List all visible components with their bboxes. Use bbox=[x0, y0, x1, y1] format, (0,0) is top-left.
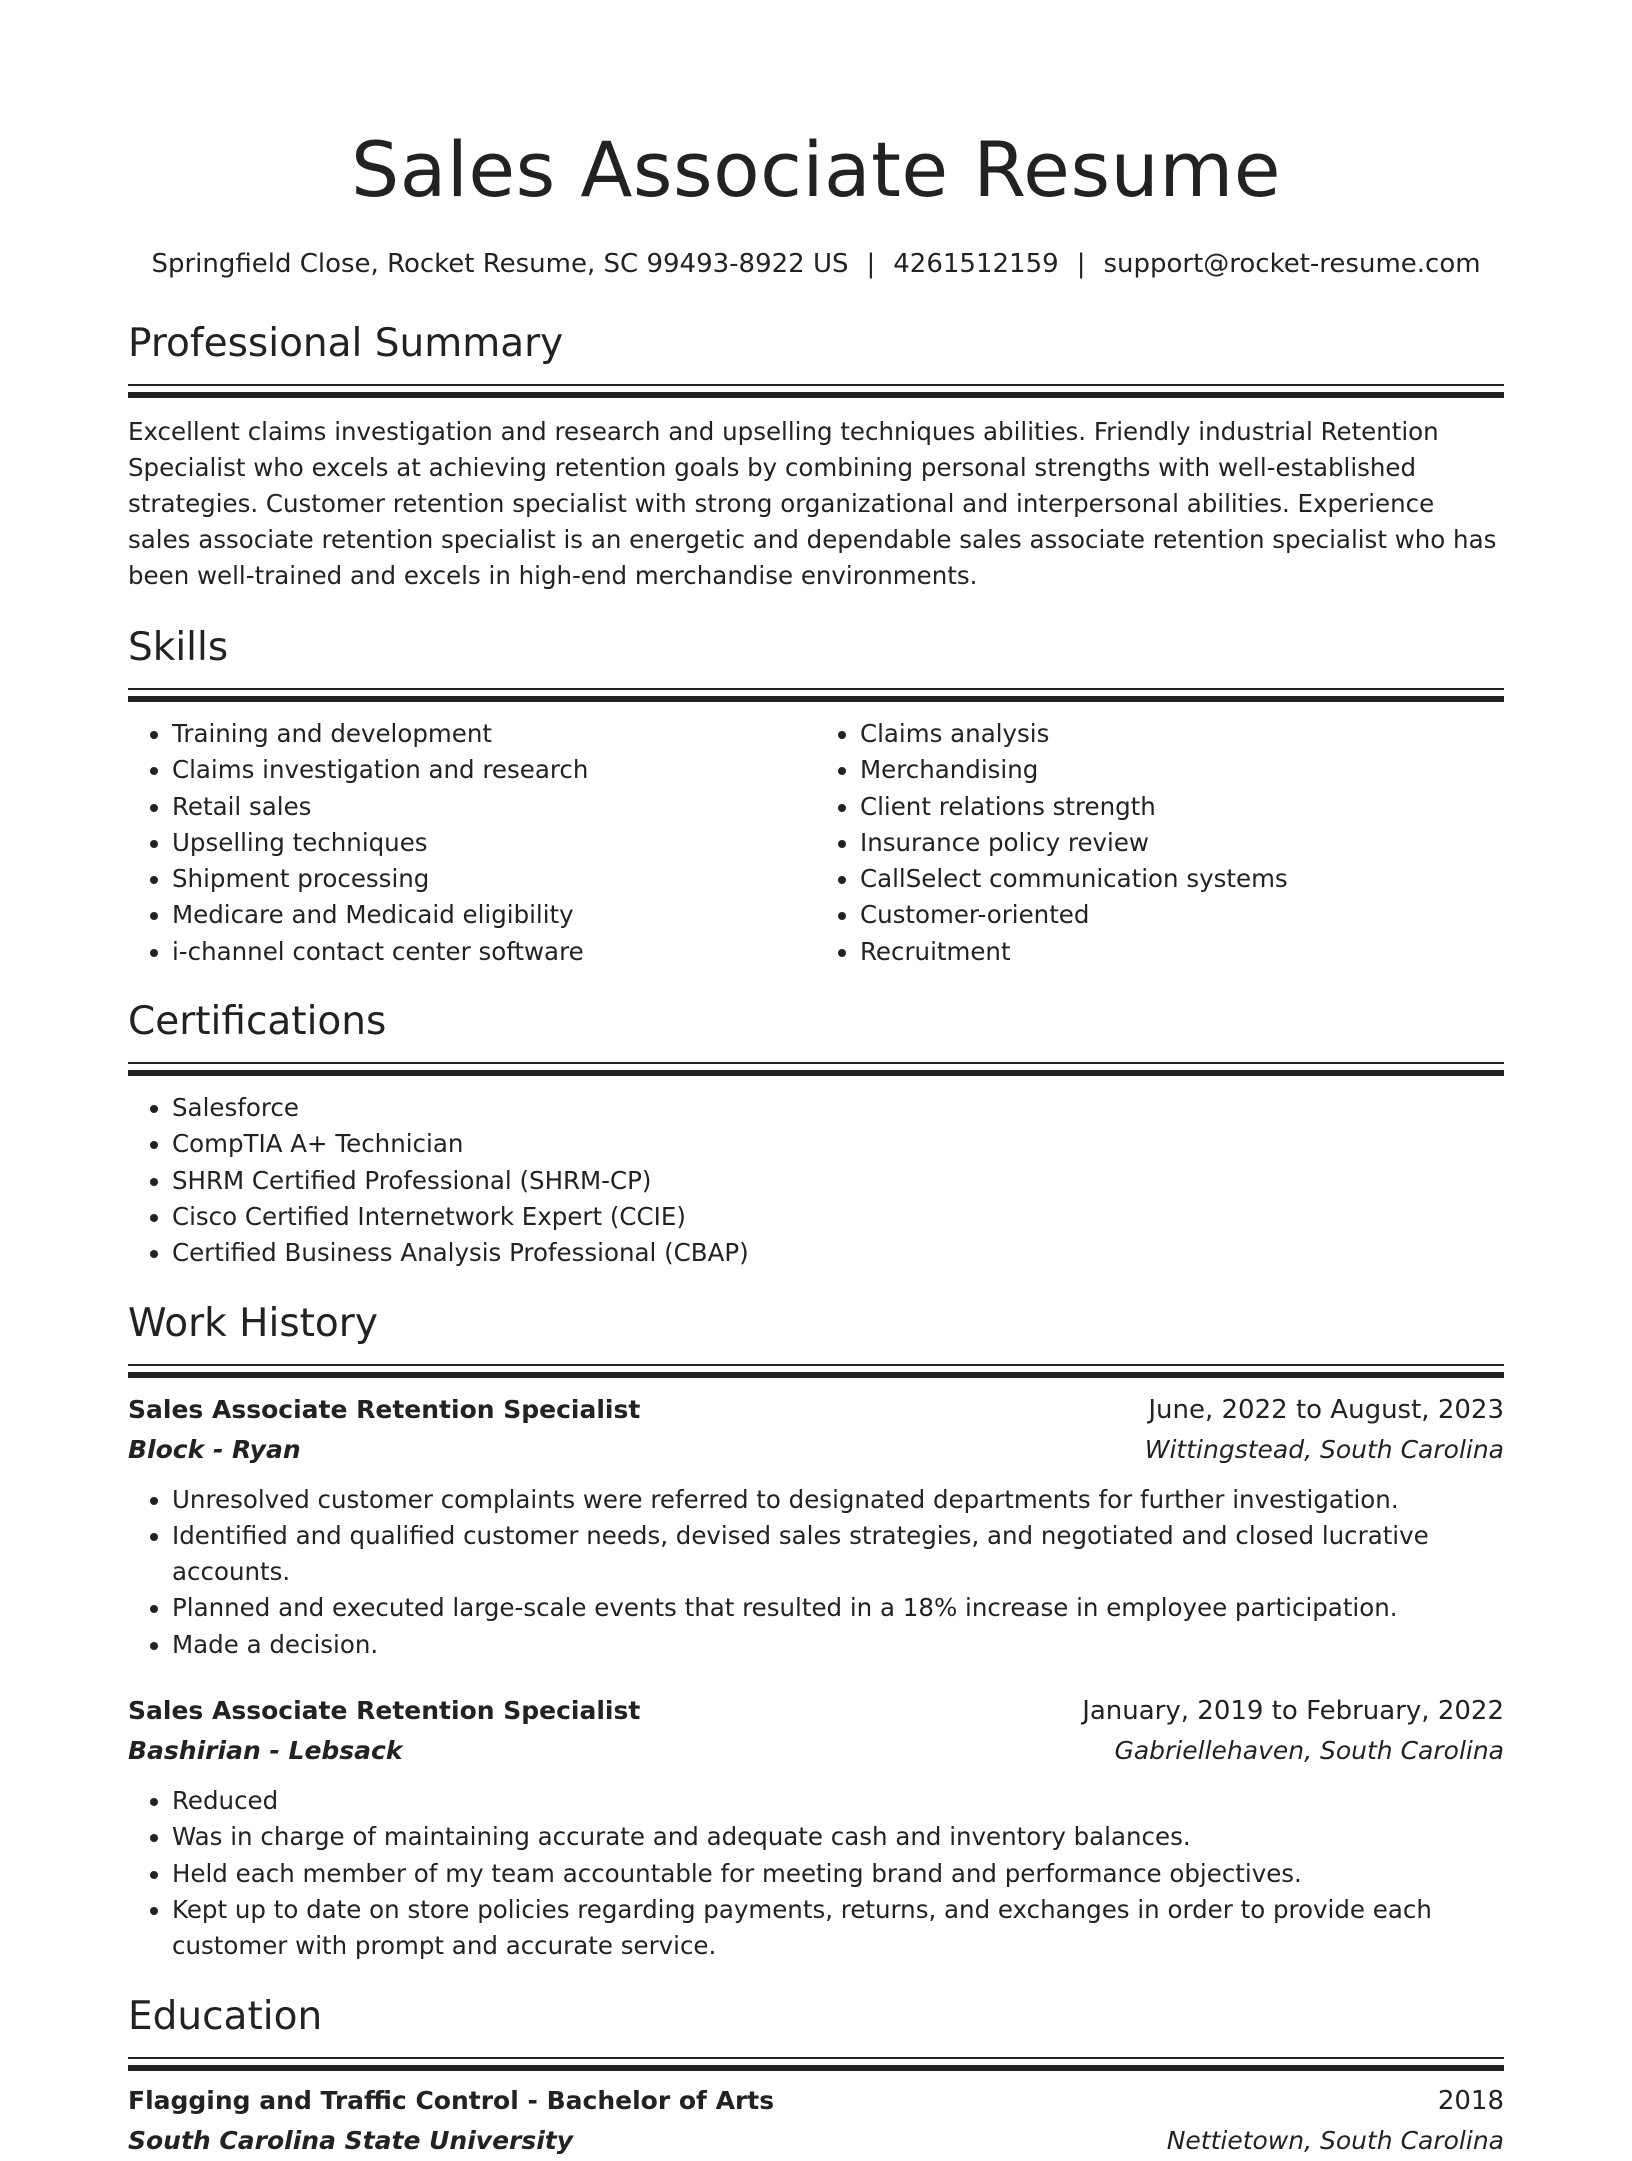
certification-item: • Salesforce bbox=[172, 1090, 1504, 1126]
job-dates: January, 2019 to February, 2022 bbox=[1082, 1696, 1504, 1727]
education-entry bbox=[128, 2081, 1504, 2161]
resume-title: Sales Associate Resume bbox=[350, 125, 1281, 214]
summary-text: Excellent claims investigation and research and upselling techniques abilities. Friendly industrial Retention Specialist who excels at achieving retention goals by combining personal strengths with well-established strategies. Customer retention specialist with strong organizational and interpersonal abilities. Experience sales associate retention specialist is an energetic and dependable sales associate retention specialist who has been well-trained and excels in high-end merchandise environments. bbox=[128, 417, 1497, 590]
skill-item: • Merchandising bbox=[860, 752, 1504, 788]
job-duty: • Held each member of my team accountable for meeting brand and performance objectives. bbox=[172, 1856, 1504, 1892]
job-subheader-row bbox=[128, 1430, 1504, 1470]
certification-item: • Cisco Certified Internetwork Expert (CCIE) bbox=[172, 1199, 1504, 1235]
work-history-heading: Work History bbox=[128, 1300, 378, 1346]
job-dates: June, 2022 to August, 2023 bbox=[1148, 1394, 1504, 1425]
certifications-heading: Certifications bbox=[128, 999, 387, 1045]
job-location: Wittingstead, South Carolina bbox=[1144, 1434, 1504, 1464]
skill-item: • Customer-oriented bbox=[860, 897, 1504, 933]
skill-item: • CallSelect communication systems bbox=[860, 861, 1504, 897]
skills-heading: Skills bbox=[128, 625, 229, 670]
education-subheader-row bbox=[128, 2121, 1504, 2161]
skill-item: • Training and development bbox=[172, 716, 816, 752]
work-history-section bbox=[128, 1298, 1504, 1965]
job-header-row bbox=[128, 1390, 1504, 1430]
skill-item: • Upselling techniques bbox=[172, 825, 816, 861]
contact-line bbox=[128, 246, 1504, 282]
job-duties-list bbox=[128, 1482, 1504, 1663]
skill-item: • Insurance policy review bbox=[860, 825, 1504, 861]
resume-page bbox=[128, 0, 1504, 2161]
skill-item: • Client relations strength bbox=[860, 789, 1504, 825]
skill-item: • Claims investigation and research bbox=[172, 752, 816, 788]
job-location: Gabriellehaven, South Carolina bbox=[1114, 1736, 1504, 1766]
skill-item: • Retail sales bbox=[172, 789, 816, 825]
contact-phone: 4261512159 bbox=[893, 249, 1059, 279]
skills-section bbox=[128, 622, 1504, 970]
job-duty: • Identified and qualified customer needs, devised sales strategies, and negotiated and closed lucrative accounts. bbox=[172, 1518, 1504, 1591]
contact-separator: | bbox=[1076, 249, 1086, 279]
certifications-section bbox=[128, 996, 1504, 1271]
summary-heading: Professional Summary bbox=[128, 321, 564, 366]
skill-item: • i-channel contact center software bbox=[172, 934, 816, 970]
job-company: Bashirian - Lebsack bbox=[128, 1736, 403, 1766]
job-duty: • Kept up to date on store policies regarding payments, returns, and exchanges in order to provide each customer with prompt and accurate service. bbox=[172, 1892, 1504, 1965]
job-duty: • Unresolved customer complaints were referred to designated departments for further investigation. bbox=[172, 1482, 1504, 1518]
education-heading: Education bbox=[128, 1993, 323, 2039]
contact-email: support@rocket-resume.com bbox=[1103, 249, 1481, 279]
certifications-list bbox=[128, 1090, 1504, 1271]
job-title: Sales Associate Retention Specialist bbox=[128, 1696, 641, 1726]
job-entry bbox=[128, 1390, 1504, 1663]
education-degree: Flagging and Traffic Control - Bachelor of Arts bbox=[128, 2085, 775, 2115]
education-school: South Carolina State University bbox=[128, 2125, 574, 2155]
summary-section bbox=[128, 318, 1504, 594]
section-divider bbox=[128, 1062, 1504, 1078]
education-year: 2018 bbox=[1437, 2085, 1504, 2116]
skills-columns bbox=[128, 704, 1504, 970]
contact-address: Springfield Close, Rocket Resume, SC 99493-8922 US bbox=[151, 249, 849, 279]
job-header-row bbox=[128, 1691, 1504, 1731]
skill-item: • Recruitment bbox=[860, 934, 1504, 970]
job-title: Sales Associate Retention Specialist bbox=[128, 1394, 641, 1424]
skills-list-right bbox=[816, 716, 1504, 970]
job-duty: • Made a decision. bbox=[172, 1627, 1504, 1663]
certification-item: • CompTIA A+ Technician bbox=[172, 1126, 1504, 1162]
section-divider bbox=[128, 2057, 1504, 2073]
certification-item: • Certified Business Analysis Professional (CBAP) bbox=[172, 1235, 1504, 1271]
section-divider bbox=[128, 688, 1504, 704]
education-section bbox=[128, 1991, 1504, 2161]
job-subheader-row bbox=[128, 1731, 1504, 1771]
skill-item: • Claims analysis bbox=[860, 716, 1504, 752]
contact-separator: | bbox=[866, 249, 876, 279]
job-company: Block - Ryan bbox=[128, 1434, 301, 1464]
job-duty: • Reduced bbox=[172, 1783, 1504, 1819]
skill-item: • Shipment processing bbox=[172, 861, 816, 897]
skill-item: • Medicare and Medicaid eligibility bbox=[172, 897, 816, 933]
certification-item: • SHRM Certified Professional (SHRM-CP) bbox=[172, 1163, 1504, 1199]
job-duty: • Planned and executed large-scale events that resulted in a 18% increase in employee participation. bbox=[172, 1590, 1504, 1626]
section-divider bbox=[128, 384, 1504, 400]
job-duty: • Was in charge of maintaining accurate and adequate cash and inventory balances. bbox=[172, 1819, 1504, 1855]
job-entry bbox=[128, 1691, 1504, 1964]
education-header-row bbox=[128, 2081, 1504, 2121]
job-duties-list bbox=[128, 1783, 1504, 1964]
skills-list-left bbox=[128, 716, 816, 970]
education-location: Nettietown, South Carolina bbox=[1166, 2125, 1504, 2155]
section-divider bbox=[128, 1364, 1504, 1380]
